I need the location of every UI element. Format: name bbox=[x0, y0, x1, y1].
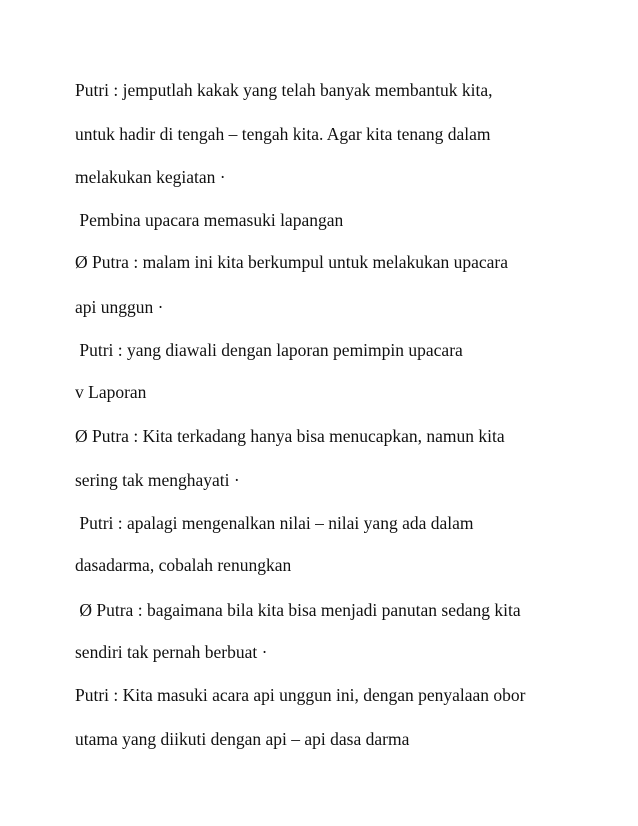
text-line: dasadarma, cobalah renungkan bbox=[75, 555, 292, 575]
text-line: Ø Putra : malam ini kita berkumpul untuk melakukan upacara bbox=[75, 252, 509, 272]
text-line: utama yang diikuti dengan api – api dasa darma bbox=[75, 729, 410, 749]
text-line: Putri : apalagi mengenalkan nilai – nilai yang ada dalam bbox=[75, 513, 474, 533]
text-line: sendiri tak pernah berbuat · bbox=[75, 642, 268, 662]
text-line: Pembina upacara memasuki lapangan bbox=[75, 210, 344, 230]
text-line: melakukan kegiatan · bbox=[75, 167, 226, 187]
text-line: Ø Putra : Kita terkadang hanya bisa menucapkan, namun kita bbox=[75, 426, 505, 446]
text-line: untuk hadir di tengah – tengah kita. Agar kita tenang dalam bbox=[75, 124, 491, 144]
text-line: Putri : yang diawali dengan laporan pemimpin upacara bbox=[75, 340, 463, 360]
text-line: api unggun · bbox=[75, 297, 164, 317]
text-line: Putri : jemputlah kakak yang telah banyak membantuk kita, bbox=[75, 80, 493, 100]
text-line: Putri : Kita masuki acara api unggun ini, dengan penyalaan obor bbox=[75, 685, 526, 705]
text-line: v Laporan bbox=[75, 382, 147, 402]
text-line: sering tak menghayati · bbox=[75, 470, 240, 490]
text-line: Ø Putra : bagaimana bila kita bisa menjadi panutan sedang kita bbox=[75, 600, 521, 620]
